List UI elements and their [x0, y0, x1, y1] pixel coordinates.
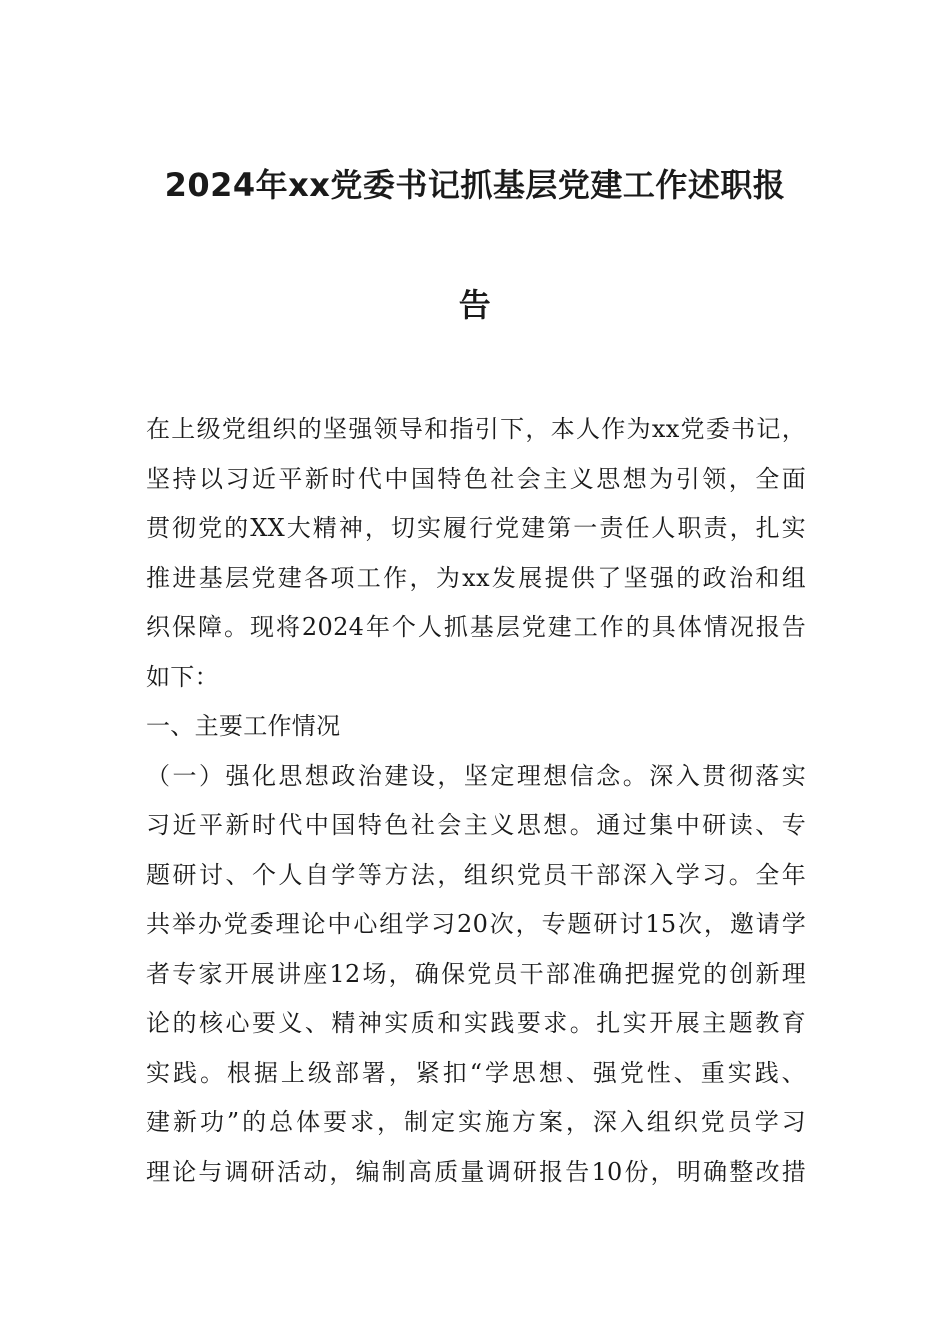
body-line: 题研讨、个人自学等方法，组织党员干部深入学习。全年: [146, 861, 806, 889]
body-line: 建新功”的总体要求，制定实施方案，深入组织党员学习: [146, 1108, 806, 1136]
section-heading: 一、主要工作情况: [146, 712, 341, 740]
body-line: 习近平新时代中国特色社会主义思想。通过集中研读、专: [146, 811, 806, 839]
body-line: 如下：: [146, 663, 219, 691]
body-line: 理论与调研活动，编制高质量调研报告10份，明确整改措: [146, 1158, 806, 1186]
body-line: 贯彻党的XX大精神，切实履行党建第一责任人职责，扎实: [146, 514, 806, 542]
document-title-line-2: 告: [458, 286, 492, 324]
body-line: 论的核心要义、精神实质和实践要求。扎实开展主题教育: [146, 1009, 806, 1037]
body-line: 在上级党组织的坚强领导和指引下，本人作为xx党委书记，: [146, 415, 806, 443]
body-line: 共举办党委理论中心组学习20次，专题研讨15次，邀请学: [146, 910, 806, 938]
body-line: （一）强化思想政治建设，坚定理想信念。深入贯彻落实: [146, 762, 806, 790]
body-line: 实践。根据上级部署，紧扣“学思想、强党性、重实践、: [146, 1059, 806, 1087]
body-line: 推进基层党建各项工作，为xx发展提供了坚强的政治和组: [146, 564, 806, 592]
body-line: 织保障。现将2024年个人抓基层党建工作的具体情况报告: [146, 613, 806, 641]
body-line: 者专家开展讲座12场，确保党员干部准确把握党的创新理: [146, 960, 806, 988]
document-title-line-1: 2024年xx党委书记抓基层党建工作述职报: [164, 166, 786, 204]
body-line: 坚持以习近平新时代中国特色社会主义思想为引领，全面: [146, 465, 806, 493]
